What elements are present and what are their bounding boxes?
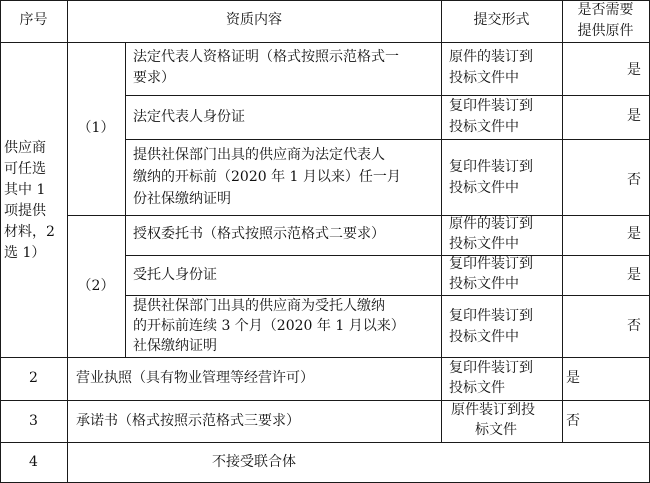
row-original: 是 [627,62,641,78]
row-form: 投标文件中 [449,70,519,86]
header-form: 提交形式 [473,12,530,28]
row-content: 要求） [133,70,175,86]
row-content: 社保缴纳证明 [133,338,217,354]
row-form: 原件的装订到 [449,49,533,65]
row-original: 否 [627,172,641,188]
row-content: 法定代表人身份证 [133,109,245,125]
header-original-line1: 是否需要 [577,2,634,18]
row-content: 提供社保部门出具的供应商为法定代表人 [133,147,385,163]
row-form: 复印件装订到 [449,98,533,114]
row-content: 法定代表人资格证明（格式按照示范格式一 [133,49,399,65]
row-form: 原件的装订到 [449,216,533,232]
row-form: 标文件 [475,422,517,438]
group1-label-line: 其中 1 [4,182,46,198]
row-seq: 4 [29,454,38,470]
row-seq: 3 [29,413,38,429]
row-content: 的开标前连续 3 个月（2020 年 1 月以来） [133,318,405,334]
row-form: 投标文件 [449,380,505,396]
row-original: 否 [627,318,641,334]
row-form: 投标文件中 [449,329,519,345]
row-original: 是 [566,370,580,386]
row-original: 是 [627,226,641,242]
row-content: 授权委托书（格式按照示范格式二要求） [133,226,385,242]
row-content: 受托人身份证 [133,267,217,283]
row-form: 投标文件中 [449,236,519,252]
row-content: 承诺书（格式按照示范格式三要求） [76,413,300,429]
row-form: 投标文件中 [449,119,519,135]
group1-label-line: 可任选 [4,161,46,177]
group1-label-line: 选 1） [4,245,46,261]
row-seq: 2 [29,370,38,386]
row-form: 投标文件中 [449,276,519,292]
row-original: 否 [566,413,580,429]
row-form: 复印件装订到 [449,256,533,272]
row-form: 投标文件中 [449,180,519,196]
group1-label-line: 材料，2 [4,224,55,240]
row-original: 是 [627,267,641,283]
header-original-line2: 提供原件 [577,23,634,39]
row-form: 原件装订到投 [451,402,535,418]
row-original: 是 [627,108,641,124]
sub2-label: （2） [77,278,115,294]
row-content: 份社保缴纳证明 [133,191,231,207]
sub1-label: （1） [77,120,115,136]
row-content: 营业执照（具有物业管理等经营许可） [76,370,314,386]
row-form: 复印件装订到 [449,308,533,324]
row-form: 复印件装订到 [449,360,533,376]
row-content: 不接受联合体 [212,454,296,470]
group1-label-line: 供应商 [4,140,46,156]
header-content: 资质内容 [226,12,282,28]
group1-label-line: 项提供 [4,203,46,219]
row-form: 复印件装订到 [449,159,533,175]
header-seq: 序号 [19,12,48,28]
row-content: 提供社保部门出具的供应商为受托人缴纳 [133,298,385,314]
row-content: 缴纳的开标前（2020 年 1 月以来）任一月 [133,169,401,185]
